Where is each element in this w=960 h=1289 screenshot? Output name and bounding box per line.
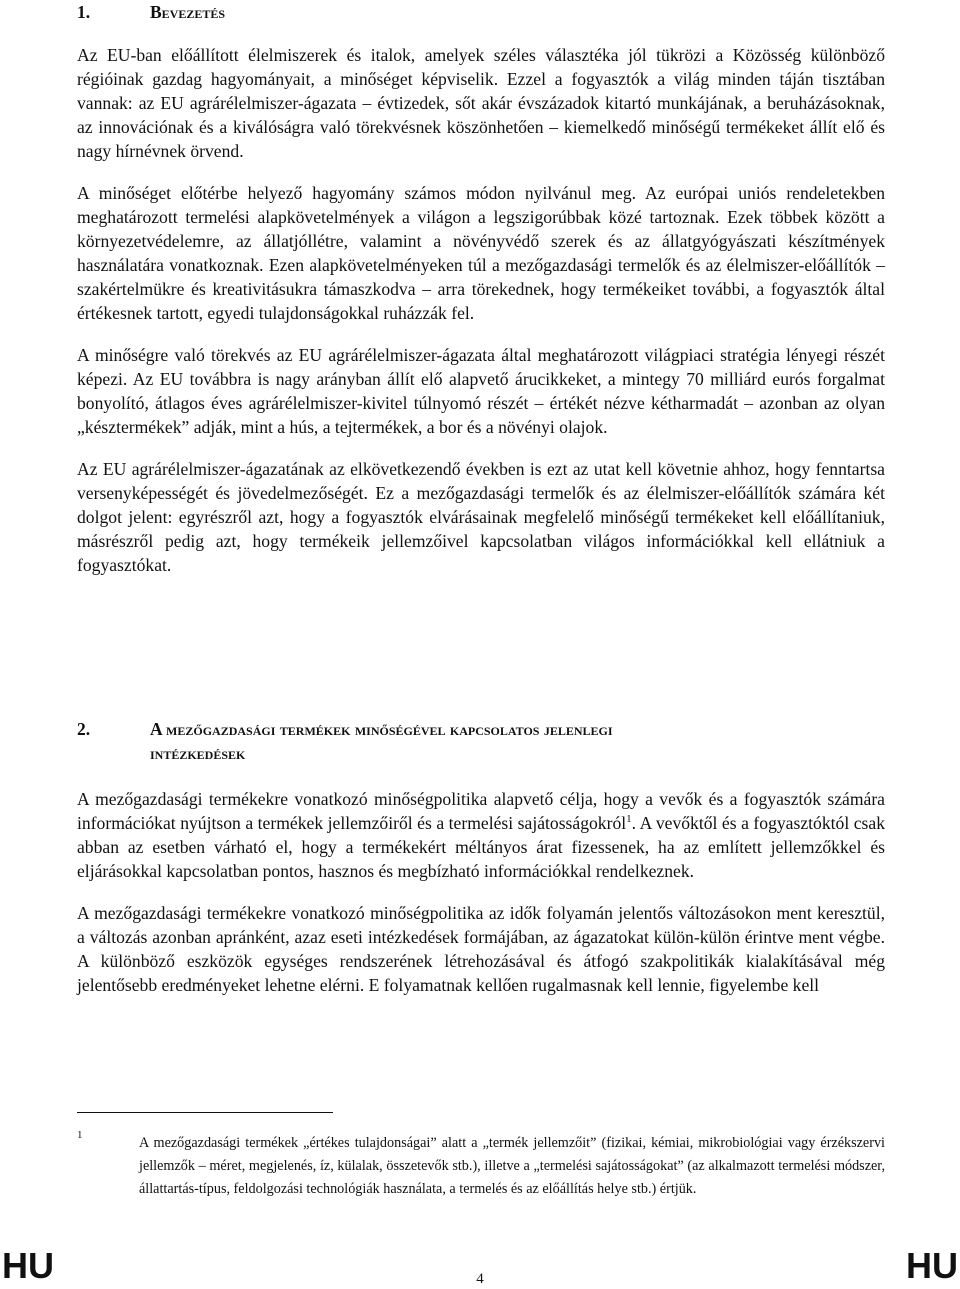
language-code-left: HU: [2, 1245, 54, 1286]
section-2-title-line-2: intézkedések: [150, 743, 246, 763]
section-2-heading: [77, 717, 885, 765]
section-1-paragraph-1: Az EU-ban előállított élelmiszerek és italok, amelyek széles választéka jól tükrözi a Közösség különböző régióinak gazdag hagyományait, a minőséget képviselik. Ezzel a fogyasztók a világ minden táján tisztában vannak: az EU agrárélelmiszer-ágazata – évtizedek, sőt akár évszázadok kitartó munkájának, a beruházásoknak, az innovációnak és a kiválóságra való törekvésnek köszönhetően – kiemelkedő minőségű termékeket állít elő és nagy hírnévnek örvend.: [77, 45, 885, 161]
page-number: 4: [476, 1271, 484, 1287]
footnote-number: 1: [77, 1129, 83, 1141]
section-2-title-line-1: A mezőgazdasági termékek minőségével kapcsolatos jelenlegi: [150, 719, 613, 739]
section-2-paragraph-1-continuation: . A vevőktől és a fogyasztóktól csak abban az esetben várható el, hogy a termékekért méltányos árat fizessenek, ha az említett jellemzőkkel és eljárásokkal kapcsolatban pontos, hasznos és megbízható információkkal rendelkeznek.: [77, 813, 885, 881]
footnote-separator: [77, 1112, 333, 1113]
section-1-paragraph-2: A minőséget előtérbe helyező hagyomány számos módon nyilvánul meg. Az európai uniós rendeletekben meghatározott termelési alapkövetelmények a világon a legszigorúbbak közé tartoznak. Ezek többek között a környezetvédelemre, az állatjóllétre, valamint a növényvédő szerek és az állatgyógyászati készítmények használatára vonatkoznak. Ezen alapkövetelményeken túl a mezőgazdasági termelők és az élelmiszer-előállítók – szakértelmükre és kreativitásukra támaszkodva – arra törekednek, hogy termékeiket további, a fogyasztók által értékesnek tartott, egyedi tulajdonságokkal ruházzák fel.: [77, 183, 885, 323]
footnote-reference[interactable]: 1: [626, 813, 632, 826]
section-2-paragraph-1-text: A mezőgazdasági termékekre vonatkozó minőségpolitika alapvető célja, hogy a vevők és a fogyasztók számára információkat nyújtson a termékek jellemzőiről és a termelési sajátosságokról: [77, 789, 885, 833]
language-code-right: HU: [906, 1245, 958, 1286]
section-2-number: 2.: [77, 719, 91, 739]
section-1-heading: [77, 0, 225, 24]
section-2-paragraph-1: [77, 787, 885, 883]
section-1-number: 1.: [77, 2, 91, 22]
section-1-title: Bevezetés: [150, 2, 226, 22]
section-2-paragraph-2: A mezőgazdasági termékekre vonatkozó minőségpolitika az idők folyamán jelentős változásokon ment keresztül, a változás azonban apránként, azaz eseti intézkedések formájában, az ágazatokat külön-külön érintve ment végbe. A különböző eszközök egységes rendszerének létrehozásával és átfogó szakpolitikák kialakításával még jelentősebb eredményeket lehetne elérni. E folyamatnak kellően rugalmasnak kell lennie, figyelembe kell: [77, 903, 885, 995]
footnote-text: A mezőgazdasági termékek „értékes tulajdonságai” alatt a „termék jellemzőit” (fizikai, kémiai, mikrobiológiai vagy érzékszervi jellemzők – méret, megjelenés, íz, külalak, összetevők stb.), illetve a „termelési sajátosságokat” (az alkalmazott termelési módszer, állattartás-típus, feldolgozási technológiák használata, a termelés és az előállítás helye stb.) értjük.: [139, 1135, 885, 1197]
section-2-body: [77, 787, 885, 1015]
section-1-body: [77, 43, 885, 595]
section-1-paragraph-4: Az EU agrárélelmiszer-ágazatának az elkövetkezendő években is ezt az utat kell követnie ahhoz, hogy fenntartsa versenyképességét és jövedelmezőségét. Ez a mezőgazdasági termelők és az élelmiszer-előállítók számára két dolgot jelent: egyrészről azt, hogy a fogyasztók elvárásainak megfelelő minőségű termékeket kell előállítaniuk, másrészről pedig azt, hogy termékeik jellemzőivel kapcsolatban világos információkkal kell ellátniuk a fogyasztókat.: [77, 459, 885, 575]
section-1-paragraph-3: A minőségre való törekvés az EU agrárélelmiszer-ágazata által meghatározott világpiaci stratégia lényegi részét képezi. Az EU továbbra is nagy arányban állít elő alapvető árucikkeket, a mintegy 70 milliárd eurós forgalmat bonyolító, átlagos éves agrárélelmiszer-kivitel túlnyomó részét – értékét nézve kétharmadát – azonban az olyan „késztermékek” adják, mint a hús, a tejtermékek, a bor és a növényi olajok.: [77, 345, 885, 437]
footnote: [77, 1128, 885, 1201]
